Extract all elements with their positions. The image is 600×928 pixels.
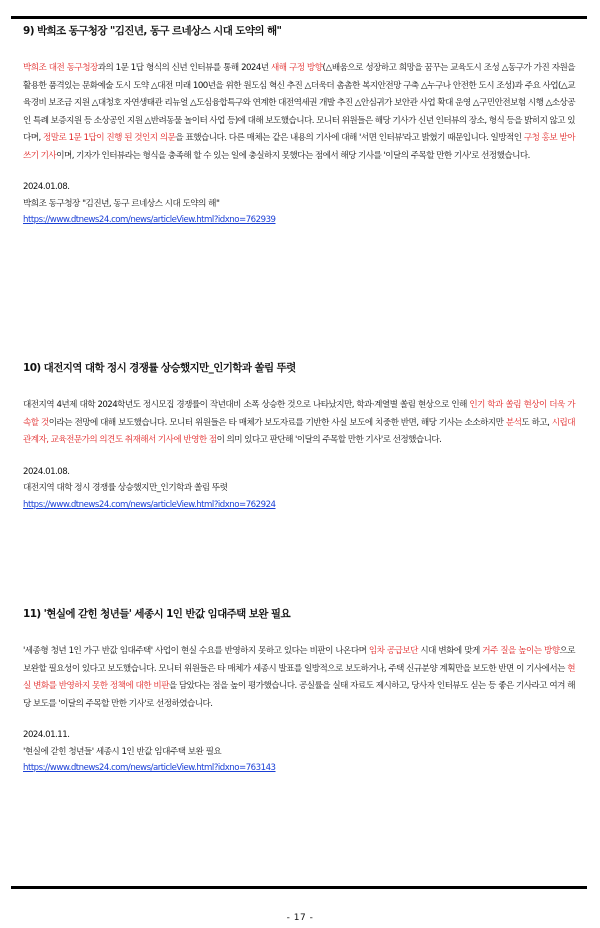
article-title: 박희조 동구청장 "김진년, 동구 르네상스 시대 도약의 해": [23, 198, 220, 209]
body-text: 으로 보완할 필요성이 있다고 보도했습니다. 모니터 위원들은 타 매체가 세종시 발표를 일방적으로 보도하거나, 주택 신규분양 계획만을 보도한 반면 이 기사에서는: [23, 646, 575, 674]
article-link[interactable]: https://www.dtnews24.com/news/articleView.html?idxno=762939: [23, 215, 276, 225]
highlighted-text: 거주 질을 높이는 방향: [482, 646, 560, 656]
article-link[interactable]: https://www.dtnews24.com/news/articleView.html?idxno=763143: [23, 763, 276, 773]
article-meta: [23, 179, 575, 229]
article-heading: 9) 박희조 동구청장 "김진년, 동구 르네상스 시대 도약의 해": [23, 25, 282, 37]
highlighted-text: 박희조 대전 동구청장: [23, 63, 98, 73]
body-text: (△배움으로 성장하고 희망을 꿈꾸는 교육도시 조성 △동구가 가진 자원을 활용한 품격있는 문화예술 도시 도약 △대전 미래 100년을 위한 원도심 혁신 추진 △더욱더 촘촘한 복지안전망 구축 △누구나 안전한 도시 조성)과 주요 사업(△교육경비 보조금 지원 △대청호 자연생태관 리뉴얼 △도심융합특구와 연계한 대전역세권 개발 추진 △안심귀가 보안관 사업 확대 운영 △구민안전보험 시행 △소상공인 특례 보증지원 등 소상공인 지원 △반려동물 놀이터 사업 등)에 대해 보도했습니다. 모니터 위원들은 해당 기사가 신년 인터뷰의 장소, 형식 등을 밝히지 않고 있다며,: [23, 63, 575, 143]
article-body: [23, 397, 575, 450]
body-text: 과의 1문 1답 형식의 신년 인터뷰를 통해 2024년: [97, 63, 271, 73]
article-body: [23, 60, 575, 165]
article-meta: [23, 727, 575, 777]
highlighted-text: 정말로 1문 1답이 진행 된 것인지 의문: [43, 133, 176, 143]
article-date: 2024.01.08.: [23, 466, 70, 477]
highlighted-text: 시립대 관계자, 교육전문가의 의견도 취재해서 기사에 반영한 점: [23, 417, 575, 445]
article-9: [23, 24, 575, 229]
article-link[interactable]: https://www.dtnews24.com/news/articleView.html?idxno=762924: [23, 499, 276, 510]
article-date: 2024.01.08.: [23, 182, 70, 192]
article-body: [23, 643, 575, 713]
highlighted-text: 현실 변화를 반영하지 못한 정책에 대한 비판: [23, 663, 575, 691]
highlighted-text: 임차 공급보단: [368, 646, 418, 656]
body-text: 도 하고,: [521, 417, 552, 428]
article-10: [23, 361, 575, 513]
article-title: '현실에 갇힌 청년들' 세종시 1인 반값 임대주택 보완 필요: [23, 746, 222, 757]
highlighted-text: 분석: [505, 417, 522, 428]
article-title: 대전지역 대학 정시 경쟁률 상승했지만_인기학과 쏠림 뚜렷: [23, 483, 228, 493]
body-text: 이라는 전망에 대해 보도했습니다. 모니터 위원들은 타 매체가 보도자료를 기반한 사실 보도에 치중한 반면, 해당 기사는 소소하지만: [48, 417, 506, 428]
body-text: 시대 변화에 맞게: [417, 646, 483, 656]
body-text: 을 표했습니다. 다른 매체는 같은 내용의 기사에 대해 '서면 인터뷰'라고 밝혔기 때문입니다. 일방적인: [175, 133, 524, 143]
body-text: 이 의미 있다고 판단해 '이달의 주목할 만한 기사'로 선정했습니다.: [216, 435, 442, 445]
body-text: '세종형 청년 1인 가구 반값 임대주택' 사업이 현실 수요를 반영하지 못하고 있다는 비판이 나온다며: [23, 646, 369, 656]
article-date: 2024.01.11.: [23, 730, 70, 740]
highlighted-text: 새해 구정 방향: [270, 63, 323, 73]
article-heading: 10) 대전지역 대학 정시 경쟁률 상승했지만_인기학과 쏠림 뚜렷: [23, 362, 296, 374]
body-text: 대전지역 4년제 대학 2024학년도 정시모집 경쟁률이 작년대비 소폭 상승한 것으로 나타났지만, 학과·계열별 쏠림 현상으로 인해: [23, 400, 470, 410]
article-heading: 11) '현실에 갇힌 청년들' 세종시 1인 반값 임대주택 보완 필요: [23, 608, 290, 620]
body-text: 을 담았다는 점을 높이 평가했습니다. 공실률을 실태 자료도 제시하고, 당사자 인터뷰도 싣는 등 좋은 기사라고 여겨 해당 보도를 '이달의 주목할 만한 기사'로 선정하였습니다.: [23, 681, 575, 709]
highlighted-text: 구청 홍보 받아쓰기 기사: [23, 133, 576, 161]
body-text: 이며, 기자가 인터뷰라는 형식을 충족해 할 수 있는 일에 충실하지 못했다는 점에서 해당 기사를 '이달의 주목할 만한 기사'로 선정했습니다.: [56, 150, 530, 161]
article-11: [23, 607, 575, 777]
highlighted-text: 인기 학과 쏠림 현상이 더욱 가속할 것: [23, 400, 575, 428]
page-number: - 17 -: [286, 913, 314, 923]
article-meta: [23, 464, 575, 514]
